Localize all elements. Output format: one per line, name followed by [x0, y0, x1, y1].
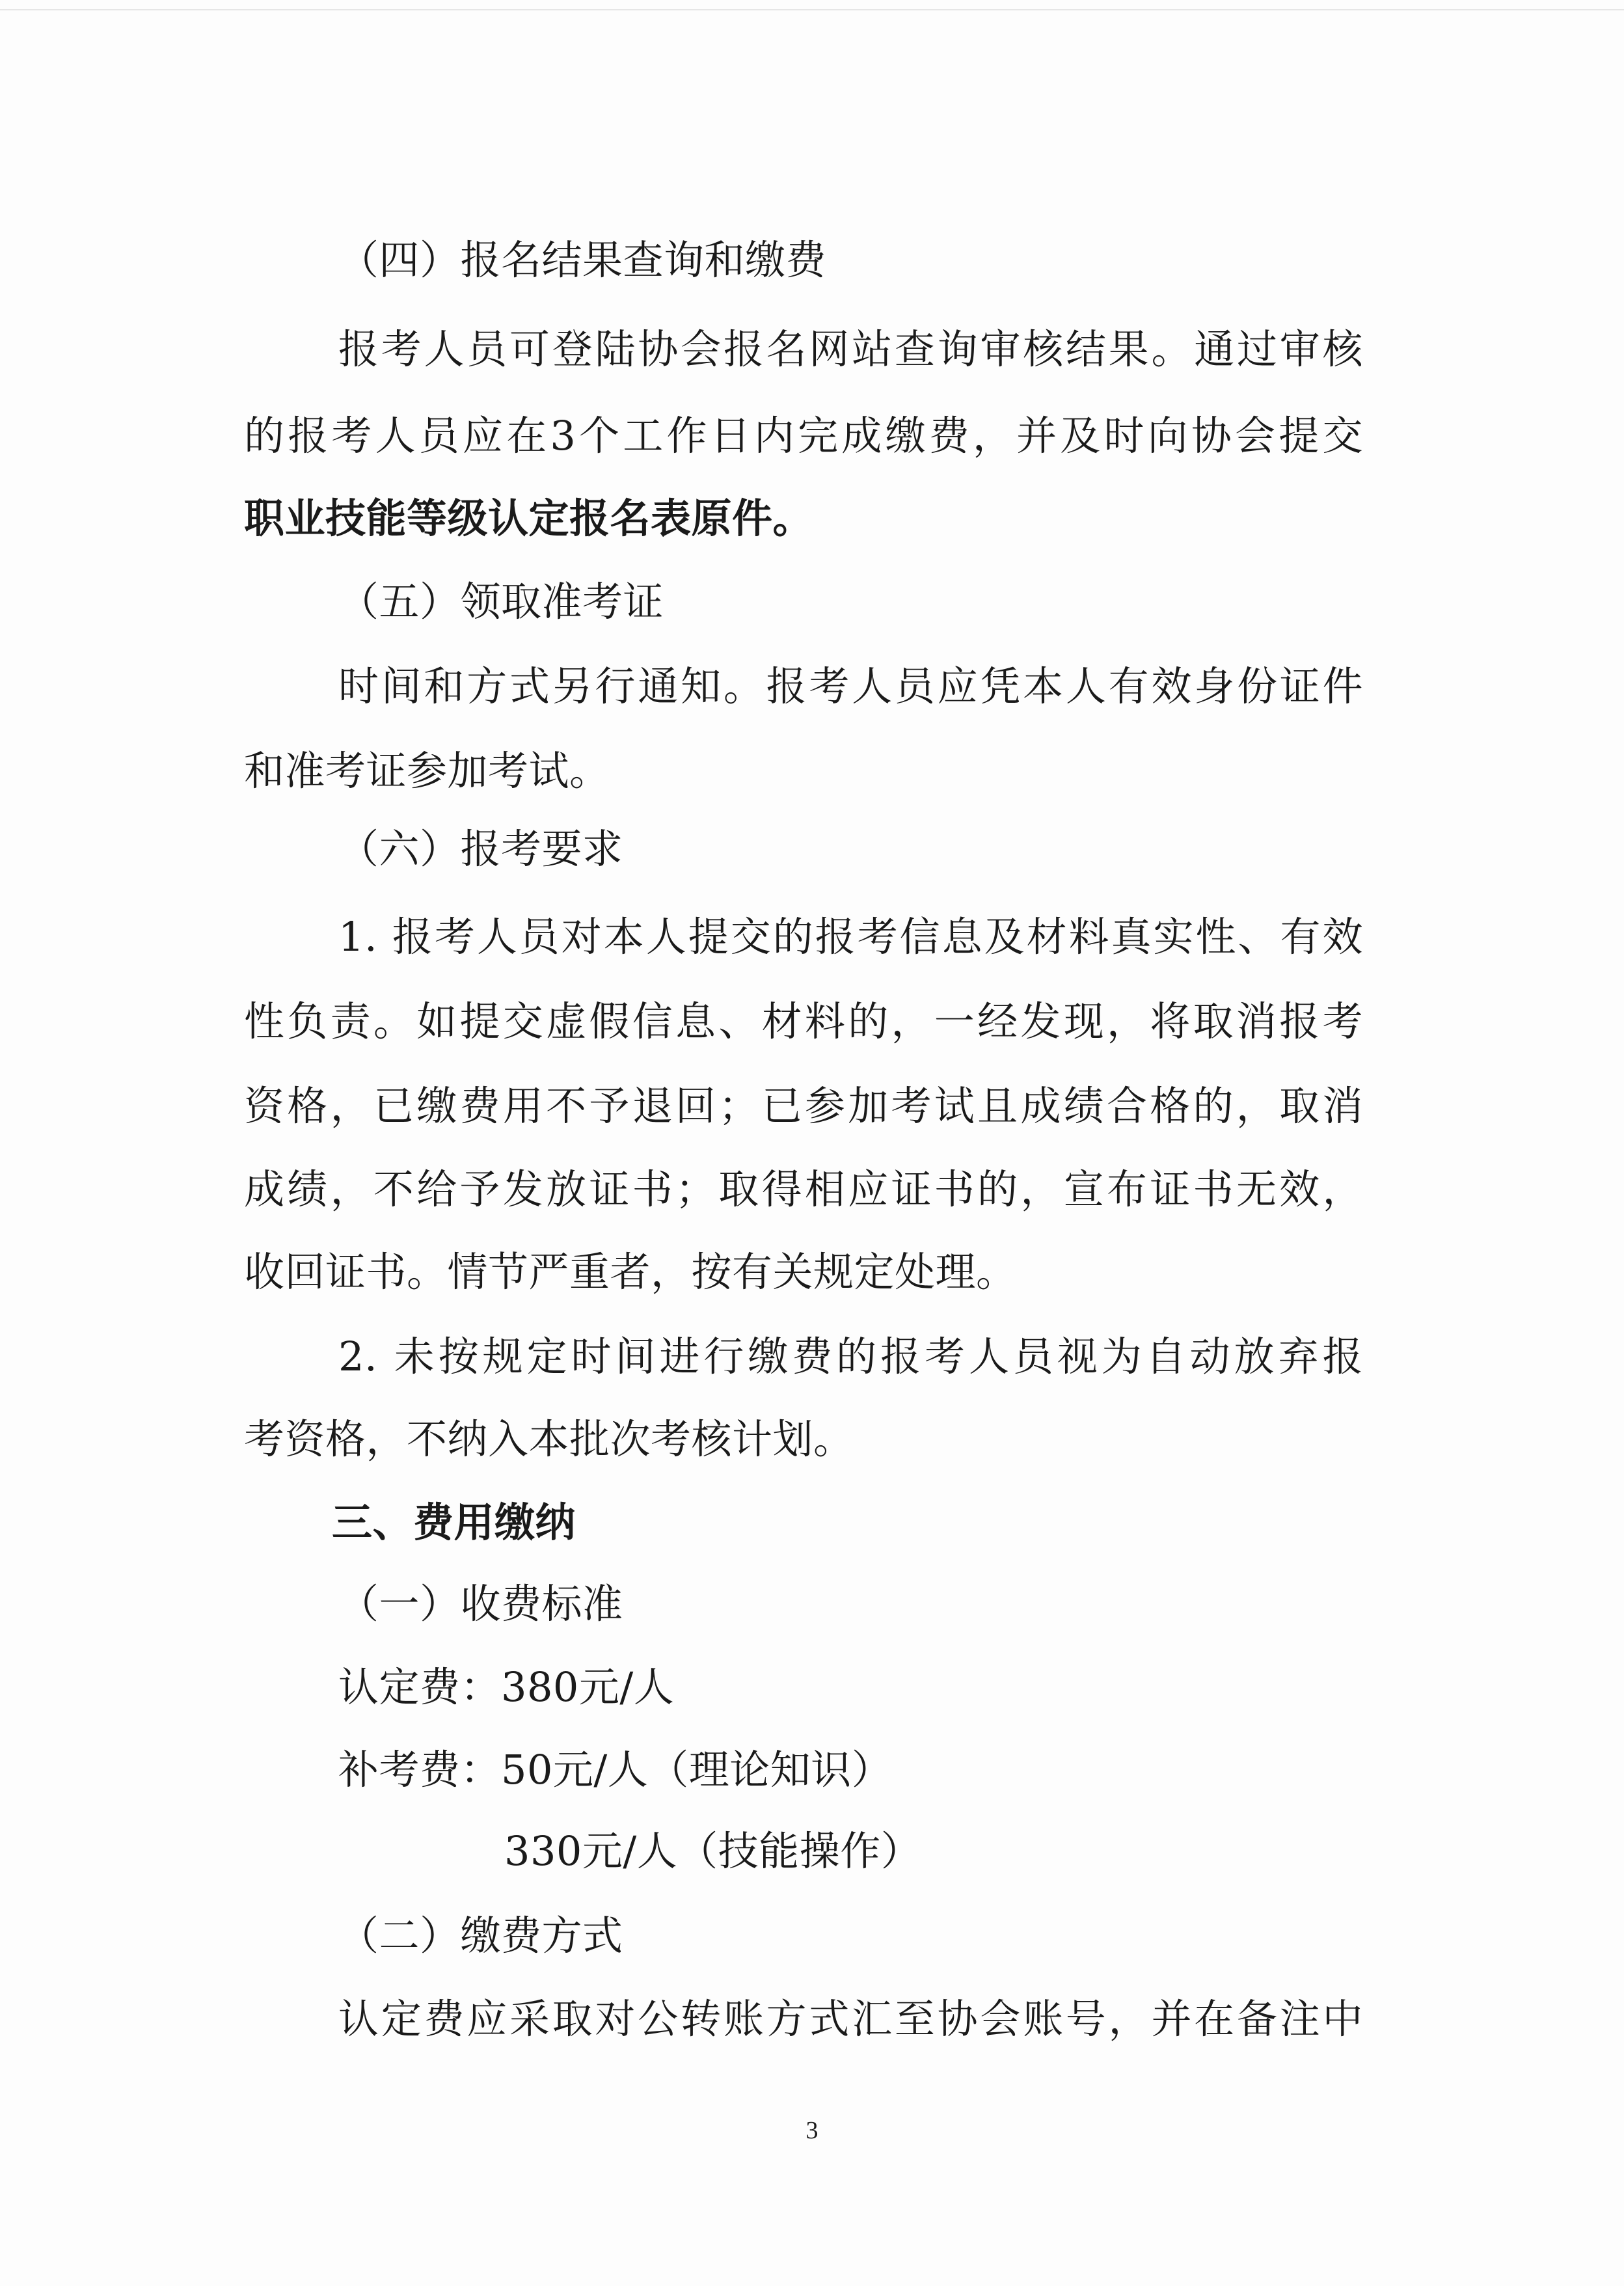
paragraph-line: 和准考证参加考试。 — [244, 747, 610, 795]
paragraph-line: 成绩，不给予发放证书；取得相应证书的，宣布证书无效， — [244, 1165, 1363, 1213]
paragraph-line: 2. 未按规定时间进行缴费的报考人员视为自动放弃报 — [338, 1333, 1363, 1380]
paragraph-line: 认定费应采取对公转账方式汇至协会账号，并在备注中 — [338, 1995, 1363, 2043]
subsection-heading-fee-standard: （一）收费标准 — [338, 1580, 623, 1627]
fee-item-certification: 认定费：380元/人 — [338, 1663, 675, 1711]
scan-edge-line — [0, 9, 1624, 10]
paragraph-line: 考资格，不纳入本批次考核计划。 — [244, 1415, 854, 1463]
paragraph-line: 报考人员可登陆协会报名网站查询审核结果。通过审核 — [338, 325, 1363, 373]
fee-item-retake-theory: 补考费：50元/人（理论知识） — [338, 1746, 893, 1793]
subsection-heading-admission-ticket: （五）领取准考证 — [338, 578, 664, 625]
subsection-heading-payment-method: （二）缴费方式 — [338, 1912, 623, 1959]
subsection-heading-requirements: （六）报考要求 — [338, 825, 623, 873]
fee-item-retake-skill: 330元/人（技能操作） — [504, 1827, 922, 1875]
paragraph-line: 收回证书。情节严重者，按有关规定处理。 — [244, 1248, 1017, 1296]
paragraph-line: 资格，已缴费用不予退回；已参加考试且成绩合格的，取消 — [244, 1082, 1363, 1130]
subsection-heading-registration-result: （四）报名结果查询和缴费 — [338, 236, 827, 284]
paragraph-line: 性负责。如提交虚假信息、材料的，一经发现，将取消报考 — [244, 998, 1363, 1045]
paragraph-line: 1. 报考人员对本人提交的报考信息及材料真实性、有效 — [338, 913, 1363, 960]
paragraph-line: 时间和方式另行通知。报考人员应凭本人有效身份证件 — [338, 662, 1363, 710]
section-heading-fee-payment: 三、费用缴纳 — [332, 1499, 576, 1546]
paragraph-line: 职业技能等级认定报名表原件。 — [244, 495, 814, 542]
paragraph-line: 的报考人员应在3个工作日内完成缴费，并及时向协会提交 — [244, 412, 1363, 459]
page-number: 3 — [805, 2117, 819, 2144]
